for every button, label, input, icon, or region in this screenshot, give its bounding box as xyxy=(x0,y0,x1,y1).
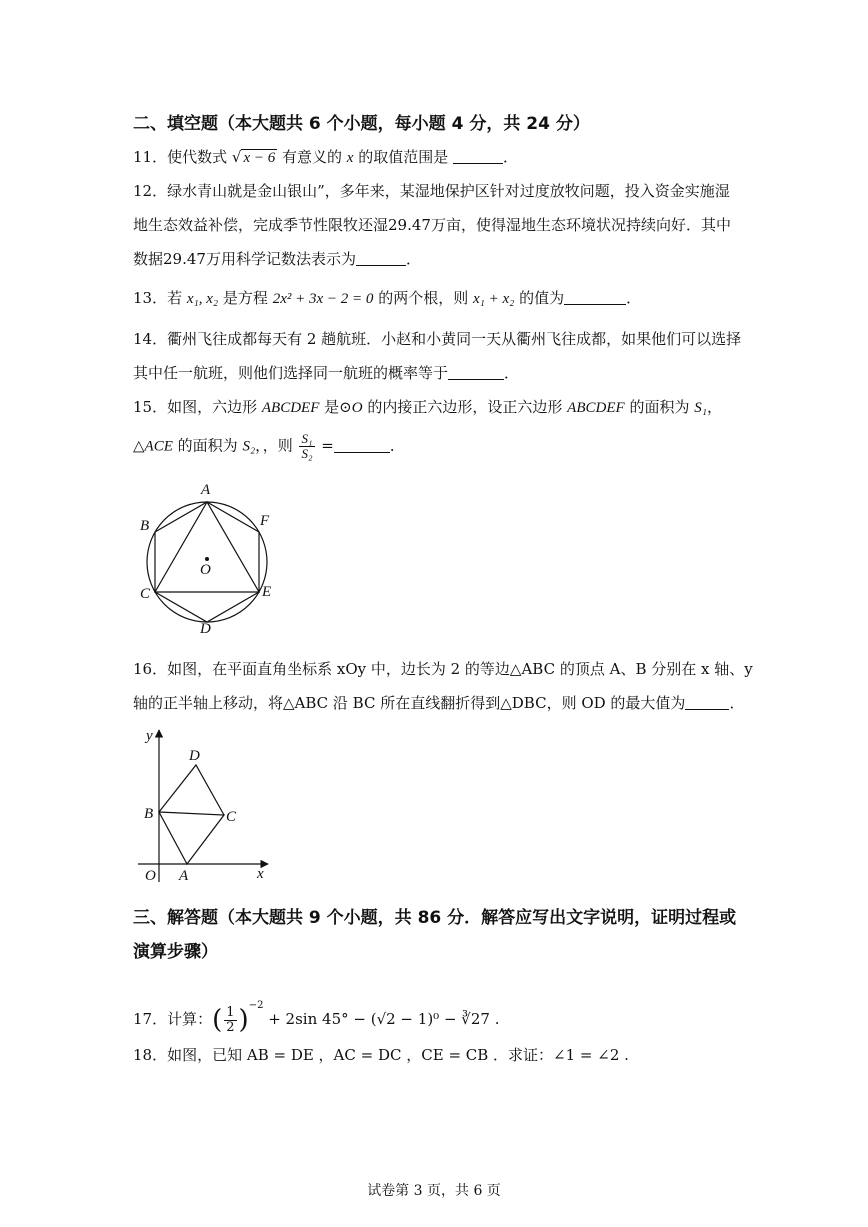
label-A: A xyxy=(201,482,211,498)
question-15-line-2: △ACE 的面积为 S₂，，则 $\frac{\text{S₁}}{\text{S₂}}$ = ． xyxy=(133,431,405,461)
answer-blank-12[interactable] xyxy=(356,251,406,266)
triangle-abc xyxy=(159,812,224,864)
center-o-point xyxy=(205,557,209,561)
label-E: E xyxy=(262,584,272,600)
label-A: A xyxy=(179,868,189,884)
question-12-line-3: 数据29.47万用科学记数法表示为 ． xyxy=(133,250,421,268)
label-y: y xyxy=(146,728,153,744)
label-D: D xyxy=(189,748,200,764)
label-O: O xyxy=(200,562,211,578)
question-14-line-1: 14．衢州飞往成都每天有 2 趟航班．小赵和小黄同一天从衢州飞往成都，如果他们可以选择 xyxy=(133,330,742,348)
label-O: O xyxy=(145,868,156,884)
question-15-line-1: 15．如图，六边形 ABCDEF 是⊙O 的内接正六边形，设正六边形 ABCDEF 的面积为 S₁， xyxy=(133,398,722,416)
triangle-ace xyxy=(155,502,259,592)
answer-blank-11[interactable] xyxy=(453,149,503,164)
fraction-s1-s2: $\frac{\text{S₁}}{\text{S₂}}$ xyxy=(301,431,313,461)
figure-16-coordinate xyxy=(138,722,278,884)
label-B: B xyxy=(140,518,150,534)
fraction-one-half: $\frac{1}{2}$ xyxy=(226,1004,235,1035)
section-3-title-line-1: 三、解答题（本大题共 9 个小题，共 86 分．解答应写出文字说明，证明过程或 xyxy=(133,908,737,928)
label-F: F xyxy=(260,513,270,529)
label-x: x xyxy=(257,866,264,882)
figure-15-hexagon xyxy=(130,478,290,638)
question-11: 11．使代数式 √ x − 6 有意义的 x 的取值范围是 ． xyxy=(133,148,519,166)
question-12-line-2: 地生态效益补偿，完成季节性限牧还湿29.47万亩，使得湿地生态环境状况持续向好．其中 xyxy=(133,216,731,234)
question-16-line-1: 16．如图，在平面直角坐标系 xOy 中，边长为 2 的等边△ABC 的顶点 A、B 分别在 x 轴、y xyxy=(133,660,753,678)
answer-blank-16[interactable] xyxy=(685,695,729,710)
answer-blank-13[interactable] xyxy=(564,290,626,305)
question-17: 17．计算：( $\frac{1}{2}$ )$^{-2}$ + 2sin 45° − (√2 − 1)⁰ − ∛27 . xyxy=(133,1000,500,1035)
answer-blank-14[interactable] xyxy=(448,365,504,380)
section-3-title-line-2: 演算步骤） xyxy=(133,942,218,962)
label-B: B xyxy=(144,806,154,822)
question-18: 18．如图，已知 AB = DE ，AC = DC ，CE = CB ．求证：∠1 = ∠2 . xyxy=(133,1046,629,1064)
answer-blank-15[interactable] xyxy=(334,438,390,453)
question-13: 13．若 x₁, x₂ 是方程 2x² + 3x − 2 = 0 的两个根，则 x₁ + x₂ 的值为 ． xyxy=(133,289,642,307)
triangle-dbc xyxy=(159,765,224,815)
section-2-title: 二、填空题（本大题共 6 个小题，每小题 4 分，共 24 分） xyxy=(133,114,590,134)
question-12-line-1: 12．绿水青山就是金山银山”，多年来，某湿地保护区针对过度放牧问题，投入资金实施湿 xyxy=(133,182,730,200)
question-16-line-2: 轴的正半轴上移动，将△ABC 沿 BC 所在直线翻折得到△DBC，则 OD 的最大值为 ． xyxy=(133,694,745,712)
label-D: D xyxy=(200,621,211,637)
label-C: C xyxy=(226,809,237,825)
page-footer: 试卷第 3 页，共 6 页 xyxy=(367,1183,501,1199)
label-C: C xyxy=(140,586,151,602)
question-14-line-2: 其中任一航班，则他们选择同一航班的概率等于 ． xyxy=(133,364,520,382)
